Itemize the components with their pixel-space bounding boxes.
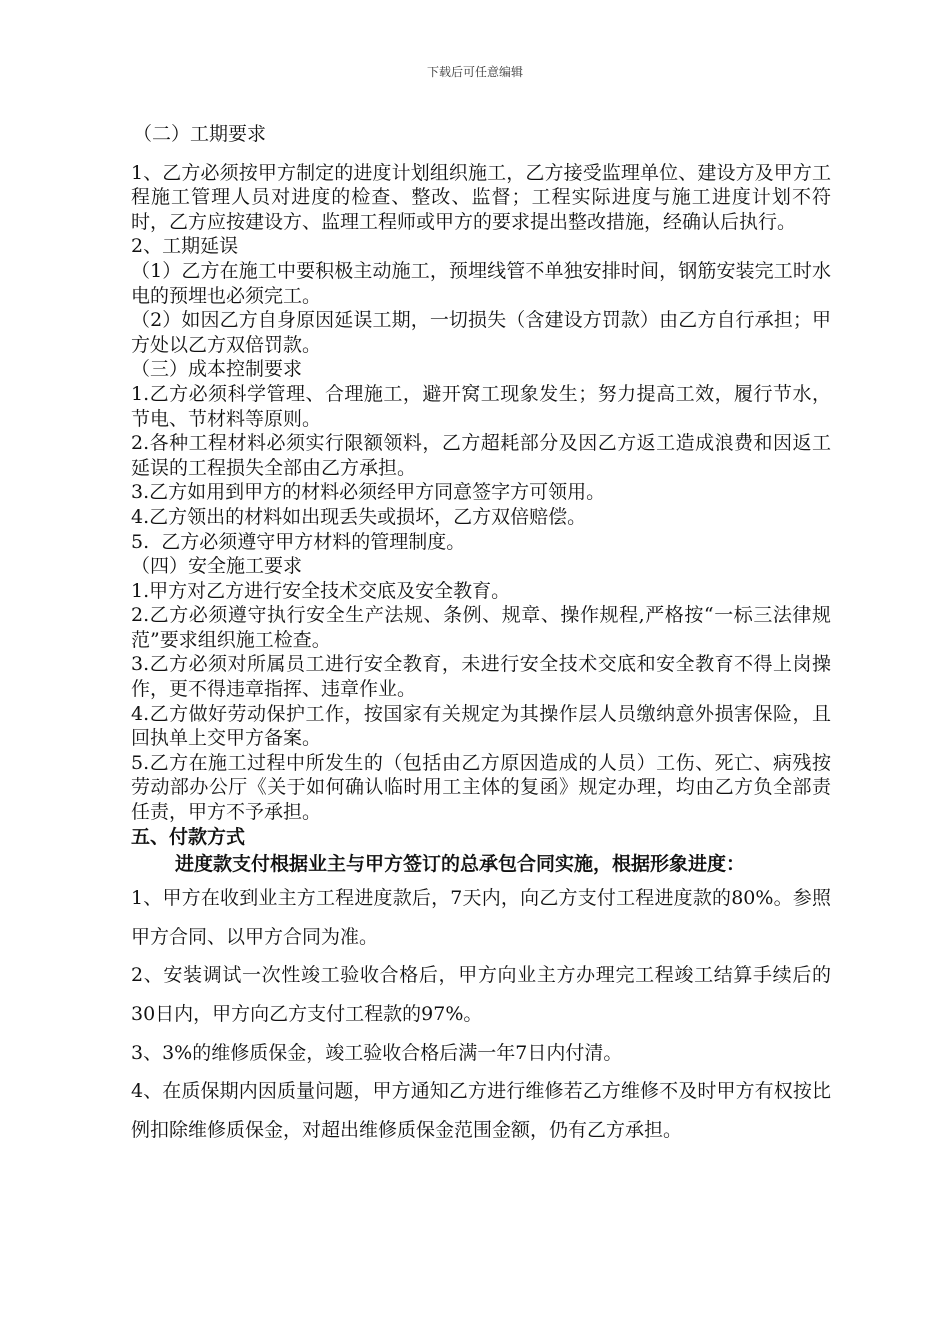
section-5-para-3: 3、3%的维修质保金，竣工验收合格后满一年7日内付清。 — [131, 1041, 623, 1064]
section-3-para-4: 4.乙方领出的材料如出现丢失或损坏，乙方双倍赔偿。 — [131, 505, 587, 528]
document-body — [131, 122, 831, 1149]
section-2-title: （二）工期要求 — [133, 123, 267, 145]
section-3-para-1: 1.乙方必须科学管理、合理施工，避开窝工现象发生；努力提高工效，履行节水，节电、节材料等原则。 — [131, 382, 831, 430]
section-5-para-2: 2、安装调试一次性竣工验收合格后，甲方向业主方办理完工程竣工结算手续后的30日内，甲方向乙方支付工程款的97%。 — [131, 964, 831, 1025]
section-5-intro: 进度款支付根据业主与甲方签订的总承包合同实施，根据形象进度： — [175, 853, 746, 876]
section-5-title: 五、付款方式 — [131, 825, 246, 848]
section-4-para-5: 5.乙方在施工过程中所发生的（包括由乙方原因造成的人员）工伤、死亡、病残按劳动部办公厅《关于如何确认临时用工主体的复函》规定办理，均由乙方负全部责任责，甲方不予承担。 — [131, 751, 831, 824]
section-2-para-1: 1、乙方必须按甲方制定的进度计划组织施工，乙方接受监理单位、建设方及甲方工程施工管理人员对进度的检查、整改、监督；工程实际进度与施工进度计划不符时，乙方应按建设方、监理工程师或甲方的要求提出整改措施，经确认后执行。 — [131, 161, 831, 233]
section-4-para-3: 3.乙方必须对所属员工进行安全教育，未进行安全技术交底和安全教育不得上岗操作，更不得违章指挥、违章作业。 — [131, 653, 831, 701]
section-3-title: （三）成本控制要求 — [131, 358, 303, 381]
section-3-para-2: 2.各种工程材料必须实行限额领料，乙方超耗部分及因乙方返工造成浪费和因返工延误的工程损失全部由乙方承担。 — [131, 432, 831, 479]
section-2-para-3: （1）乙方在施工中要积极主动施工，预埋线管不单独安排时间，钢筋安装完工时水电的预埋也必须完工。 — [131, 259, 831, 307]
page-header: 下载后可任意编辑 — [426, 65, 523, 79]
section-5-para-1: 1、甲方在收到业主方工程进度款后，7天内，向乙方支付工程进度款的80%。参照甲方合同、以甲方合同为准。 — [131, 887, 831, 948]
section-4-para-1: 1.甲方对乙方进行安全技术交底及安全教育。 — [131, 579, 511, 602]
section-4-para-2: 2.乙方必须遵守执行安全生产法规、条例、规章、操作规程,严格按“一标三法律规范”要求组织施工检查。 — [131, 604, 831, 651]
section-4-para-4: 4.乙方做好劳动保护工作，按国家有关规定为其操作层人员缴纳意外损害保险，且回执单上交甲方备案。 — [131, 702, 831, 750]
section-5-para-4: 4、在质保期内因质量问题，甲方通知乙方进行维修若乙方维修不及时甲方有权按比例扣除维修质保金，对超出维修质保金范围金额，仍有乙方承担。 — [131, 1080, 831, 1141]
section-2-para-2: 2、工期延误 — [131, 235, 239, 258]
section-4-title: （四）安全施工要求 — [131, 555, 303, 578]
section-3-para-3: 3.乙方如用到甲方的材料必须经甲方同意签字方可领用。 — [131, 481, 606, 504]
section-2-para-4: （2）如因乙方自身原因延误工期，一切损失（含建设方罚款）由乙方自行承担；甲方处以乙方双倍罚款。 — [131, 309, 831, 356]
section-3-para-5: 5. 乙方必须遵守甲方材料的管理制度。 — [131, 530, 466, 553]
